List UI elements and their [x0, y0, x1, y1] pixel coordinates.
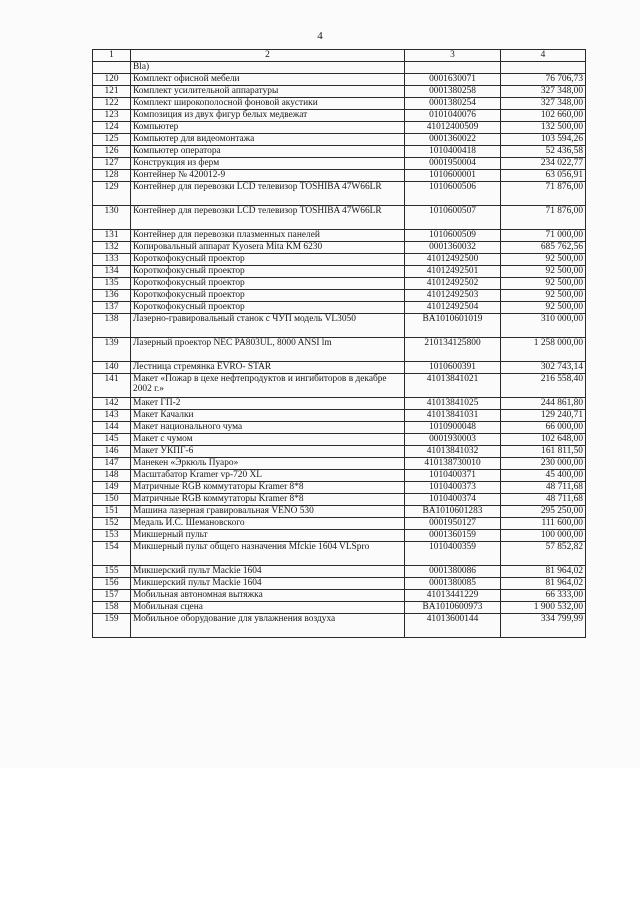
cell-code: 0001950127: [405, 518, 501, 530]
table-header-row: [93, 50, 586, 62]
cell-number: 124: [93, 122, 131, 134]
table-row: [93, 182, 586, 206]
cell-number: 146: [93, 446, 131, 458]
column-header-4: 4: [501, 50, 586, 62]
cell-value: [501, 62, 586, 74]
table-row: [93, 290, 586, 302]
cell-value: 71 000,00: [501, 230, 586, 242]
cell-name: Контейнер для перевозки LCD телевизор TOSHIBA 47W66LR: [131, 206, 405, 230]
cell-name: Манекен «Эркюль Пуаро»: [131, 458, 405, 470]
table-row: [93, 86, 586, 98]
cell-code: 41012492504: [405, 302, 501, 314]
table-row: [93, 170, 586, 182]
cell-name: Компьютер: [131, 122, 405, 134]
cell-number: [93, 62, 131, 74]
cell-value: 66 333,00: [501, 590, 586, 602]
cell-code: 41012492503: [405, 290, 501, 302]
cell-number: 131: [93, 230, 131, 242]
inventory-table: [92, 49, 586, 638]
cell-name: Микшерный пульт: [131, 530, 405, 542]
table-row: [93, 578, 586, 590]
table-row: [93, 98, 586, 110]
cell-value: 92 500,00: [501, 254, 586, 266]
cell-name: Контейнер № 420012-9: [131, 170, 405, 182]
cell-number: 136: [93, 290, 131, 302]
cell-value: 129 240,71: [501, 410, 586, 422]
cell-value: 327 348,00: [501, 98, 586, 110]
cell-code: 41013841031: [405, 410, 501, 422]
cell-number: 122: [93, 98, 131, 110]
cell-name: Лазерный проектор NEC PA803UL, 8000 ANSI lm: [131, 338, 405, 362]
cell-value: 310 000,00: [501, 314, 586, 338]
cell-value: 81 964,02: [501, 566, 586, 578]
cell-name: Макет Качалки: [131, 410, 405, 422]
cell-name: Компьютер для видеомонтажа: [131, 134, 405, 146]
cell-name: Мобильная автономная вытяжка: [131, 590, 405, 602]
continuation-row: [93, 62, 586, 74]
table-row: [93, 614, 586, 638]
cell-value: 230 000,00: [501, 458, 586, 470]
cell-value: 103 594,26: [501, 134, 586, 146]
column-header-3: 3: [405, 50, 501, 62]
table-row: [93, 398, 586, 410]
cell-number: 125: [93, 134, 131, 146]
cell-name: Лазерно-гравировальный станок с ЧУП модель VL3050: [131, 314, 405, 338]
cell-name: Мобильное оборудование для увлажнения воздуха: [131, 614, 405, 638]
cell-name: Контейнер для перевозки плазменных панелей: [131, 230, 405, 242]
cell-number: 145: [93, 434, 131, 446]
cell-code: BA1010601283: [405, 506, 501, 518]
cell-number: 135: [93, 278, 131, 290]
cell-value: 45 400,00: [501, 470, 586, 482]
table-row: [93, 446, 586, 458]
cell-number: 149: [93, 482, 131, 494]
cell-code: 1010600001: [405, 170, 501, 182]
cell-code: 41013841032: [405, 446, 501, 458]
cell-code: 1010400371: [405, 470, 501, 482]
table-row: [93, 158, 586, 170]
cell-code: 0001930003: [405, 434, 501, 446]
cell-value: 1 258 000,00: [501, 338, 586, 362]
cell-value: 92 500,00: [501, 266, 586, 278]
cell-code: 41012492501: [405, 266, 501, 278]
cell-code: 41012492502: [405, 278, 501, 290]
continuation-text: Bla): [131, 62, 405, 74]
table-row: [93, 458, 586, 470]
cell-code: 0001380085: [405, 578, 501, 590]
cell-value: 685 762,56: [501, 242, 586, 254]
cell-name: Макет с чумом: [131, 434, 405, 446]
column-header-2: 2: [131, 50, 405, 62]
cell-name: Медаль И.С. Шемановского: [131, 518, 405, 530]
table-row: [93, 470, 586, 482]
cell-name: Конструкция из ферм: [131, 158, 405, 170]
table-row: [93, 566, 586, 578]
cell-name: Копировальный аппарат Kyosera Mita KM 6230: [131, 242, 405, 254]
cell-code: 0001950004: [405, 158, 501, 170]
cell-number: 147: [93, 458, 131, 470]
cell-code: 1010600507: [405, 206, 501, 230]
cell-name: Комплект широкополосной фоновой акустики: [131, 98, 405, 110]
table-row: [93, 410, 586, 422]
cell-code: 0001380254: [405, 98, 501, 110]
cell-value: 161 811,50: [501, 446, 586, 458]
cell-number: 129: [93, 182, 131, 206]
cell-number: 139: [93, 338, 131, 362]
cell-code: 1010400374: [405, 494, 501, 506]
cell-code: 0001360022: [405, 134, 501, 146]
cell-name: Короткофокусный проектор: [131, 290, 405, 302]
cell-number: 140: [93, 362, 131, 374]
cell-number: 156: [93, 578, 131, 590]
cell-code: 1010400359: [405, 542, 501, 566]
cell-code: 0101040076: [405, 110, 501, 122]
cell-number: 150: [93, 494, 131, 506]
cell-number: 152: [93, 518, 131, 530]
cell-number: 144: [93, 422, 131, 434]
cell-code: 1010600506: [405, 182, 501, 206]
cell-value: 111 600,00: [501, 518, 586, 530]
table-row: [93, 530, 586, 542]
cell-value: 100 000,00: [501, 530, 586, 542]
cell-value: 102 660,00: [501, 110, 586, 122]
cell-name: Макет «Пожар в цехе нефтепродуктов и ингибиторов в декабре 2002 г.»: [131, 374, 405, 398]
table-row: [93, 362, 586, 374]
cell-name: Короткофокусный проектор: [131, 302, 405, 314]
cell-name: Мобильная сцена: [131, 602, 405, 614]
cell-value: 48 711,68: [501, 494, 586, 506]
cell-name: Машина лазерная гравировальная VENO 530: [131, 506, 405, 518]
cell-value: 334 799,99: [501, 614, 586, 638]
table-row: [93, 278, 586, 290]
cell-code: 210134125800: [405, 338, 501, 362]
table-row: [93, 314, 586, 338]
cell-number: 130: [93, 206, 131, 230]
cell-value: 102 648,00: [501, 434, 586, 446]
cell-number: 143: [93, 410, 131, 422]
cell-value: 76 706,73: [501, 74, 586, 86]
cell-code: 41013600144: [405, 614, 501, 638]
cell-name: Матричные RGB коммутаторы Kramer 8*8: [131, 494, 405, 506]
cell-code: 41013441229: [405, 590, 501, 602]
table-row: [93, 110, 586, 122]
cell-value: 48 711,68: [501, 482, 586, 494]
cell-name: Макет национального чума: [131, 422, 405, 434]
cell-number: 128: [93, 170, 131, 182]
cell-code: 0001360032: [405, 242, 501, 254]
cell-code: 0001630071: [405, 74, 501, 86]
cell-value: 92 500,00: [501, 290, 586, 302]
table-row: [93, 602, 586, 614]
cell-number: 121: [93, 86, 131, 98]
table-row: [93, 122, 586, 134]
cell-code: 0001380258: [405, 86, 501, 98]
cell-name: Композиция из двух фигур белых медвежат: [131, 110, 405, 122]
cell-value: 52 436,58: [501, 146, 586, 158]
table-row: [93, 74, 586, 86]
cell-number: 159: [93, 614, 131, 638]
cell-name: Микшерский пульт Mackie 1604: [131, 566, 405, 578]
cell-value: 295 250,00: [501, 506, 586, 518]
cell-name: Комплект офисной мебели: [131, 74, 405, 86]
cell-code: BA1010600973: [405, 602, 501, 614]
table-row: [93, 542, 586, 566]
cell-name: Комплект усилительной аппаратуры: [131, 86, 405, 98]
cell-number: 123: [93, 110, 131, 122]
cell-value: 302 743,14: [501, 362, 586, 374]
cell-value: 234 022,77: [501, 158, 586, 170]
table-row: [93, 242, 586, 254]
cell-value: 81 964,02: [501, 578, 586, 590]
cell-code: 0001360159: [405, 530, 501, 542]
cell-name: Короткофокусный проектор: [131, 278, 405, 290]
cell-value: 66 000,00: [501, 422, 586, 434]
cell-number: 148: [93, 470, 131, 482]
cell-number: 153: [93, 530, 131, 542]
cell-code: 1010400418: [405, 146, 501, 158]
cell-name: Микшерный пульт общего назначения Mfckie 1604 VLSpro: [131, 542, 405, 566]
cell-number: 137: [93, 302, 131, 314]
cell-value: 216 558,40: [501, 374, 586, 398]
cell-number: 155: [93, 566, 131, 578]
cell-number: 141: [93, 374, 131, 398]
cell-code: 0001380086: [405, 566, 501, 578]
cell-value: 1 900 532,00: [501, 602, 586, 614]
cell-number: 134: [93, 266, 131, 278]
cell-value: 92 500,00: [501, 278, 586, 290]
cell-code: 41012400509: [405, 122, 501, 134]
table-row: [93, 254, 586, 266]
table-row: [93, 518, 586, 530]
table-row: [93, 374, 586, 398]
table-row: [93, 590, 586, 602]
cell-number: 154: [93, 542, 131, 566]
cell-name: Короткофокусный проектор: [131, 254, 405, 266]
cell-number: 133: [93, 254, 131, 266]
cell-name: Микшерский пульт Mackie 1604: [131, 578, 405, 590]
table-row: [93, 230, 586, 242]
table-row: [93, 482, 586, 494]
table-row: [93, 494, 586, 506]
cell-number: 151: [93, 506, 131, 518]
cell-number: 132: [93, 242, 131, 254]
table-row: [93, 338, 586, 362]
cell-code: 1010400373: [405, 482, 501, 494]
cell-code: 410138730010: [405, 458, 501, 470]
cell-code: [405, 62, 501, 74]
cell-name: Короткофокусный проектор: [131, 266, 405, 278]
cell-name: Масштабатор Kramer vp-720 XL: [131, 470, 405, 482]
column-header-1: 1: [93, 50, 131, 62]
cell-name: Матричные RGB коммутаторы Kramer 8*8: [131, 482, 405, 494]
cell-number: 142: [93, 398, 131, 410]
cell-value: 244 861,80: [501, 398, 586, 410]
page-number: 4: [317, 30, 323, 42]
cell-name: Компьютер оператора: [131, 146, 405, 158]
cell-number: 120: [93, 74, 131, 86]
cell-number: 126: [93, 146, 131, 158]
table-row: [93, 134, 586, 146]
cell-value: 63 056,91: [501, 170, 586, 182]
cell-value: 71 876,00: [501, 182, 586, 206]
cell-number: 127: [93, 158, 131, 170]
table-row: [93, 302, 586, 314]
table-row: [93, 422, 586, 434]
table-row: [93, 146, 586, 158]
cell-value: 57 852,82: [501, 542, 586, 566]
cell-code: 1010600509: [405, 230, 501, 242]
cell-code: 41013841025: [405, 398, 501, 410]
cell-code: 1010600391: [405, 362, 501, 374]
table-row: [93, 266, 586, 278]
cell-number: 157: [93, 590, 131, 602]
cell-value: 132 500,00: [501, 122, 586, 134]
cell-code: 41013841021: [405, 374, 501, 398]
cell-code: 1010900048: [405, 422, 501, 434]
cell-number: 138: [93, 314, 131, 338]
cell-value: 71 876,00: [501, 206, 586, 230]
cell-name: Макет УКПГ-6: [131, 446, 405, 458]
cell-name: Макет ГП-2: [131, 398, 405, 410]
table-row: [93, 506, 586, 518]
cell-code: 41012492500: [405, 254, 501, 266]
cell-name: Лестница стремянка EVRO- STAR: [131, 362, 405, 374]
table-row: [93, 434, 586, 446]
cell-number: 158: [93, 602, 131, 614]
cell-code: BA1010601019: [405, 314, 501, 338]
cell-value: 92 500,00: [501, 302, 586, 314]
cell-value: 327 348,00: [501, 86, 586, 98]
table-row: [93, 206, 586, 230]
cell-name: Контейнер для перевозки LCD телевизор TOSHIBA 47W66LR: [131, 182, 405, 206]
